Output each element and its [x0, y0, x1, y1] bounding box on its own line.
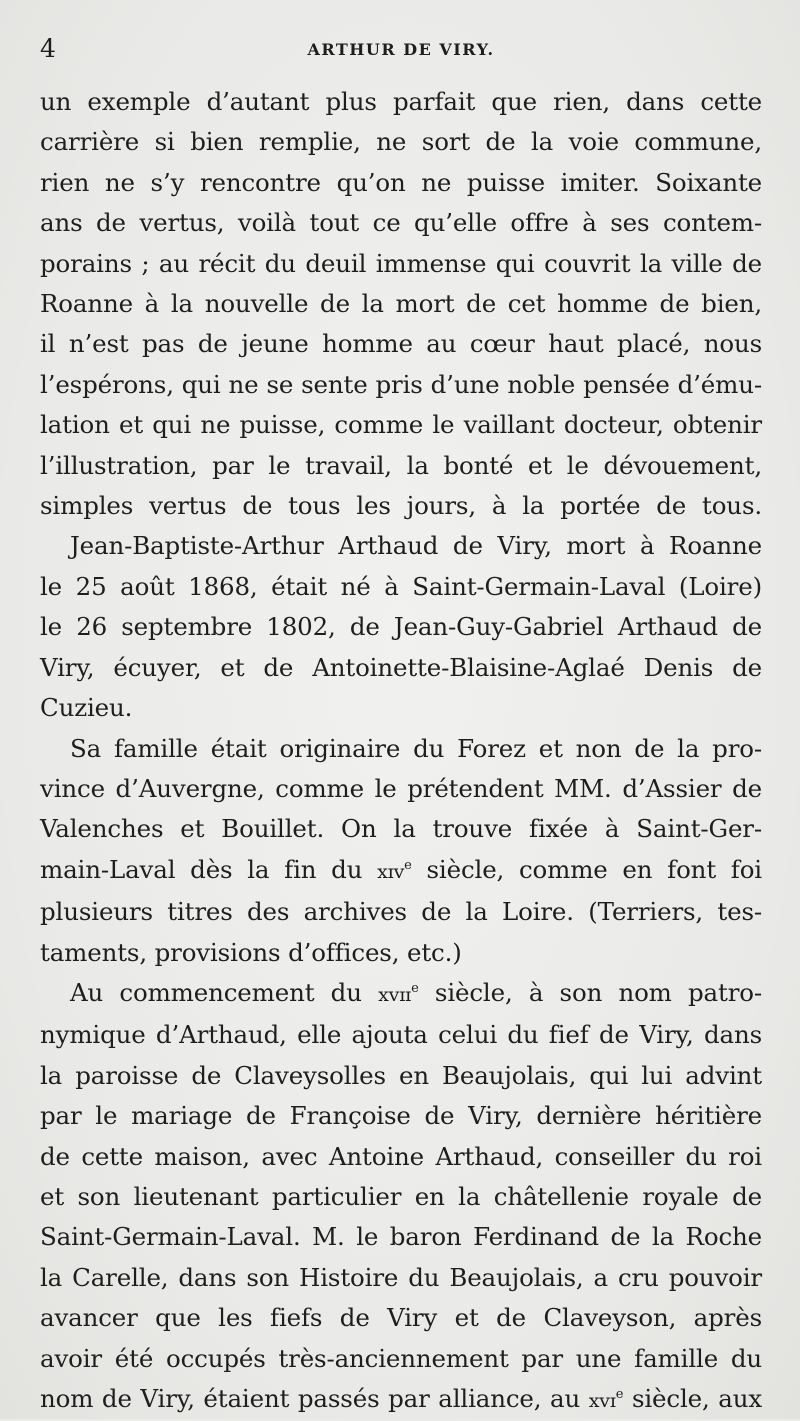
text-line: carrière si bien remplie, ne sort de la voie commune,: [40, 127, 762, 157]
paragraph-3: [40, 729, 762, 973]
text-line: il n’est pas de jeune homme au cœur haut placé, nous: [40, 329, 762, 359]
text-line: avancer que les fiefs de Viry et de Claveyson, après: [40, 1303, 762, 1333]
century-superscript: e: [615, 1387, 624, 1402]
text-line: porains ; au récit du deuil immense qui couvrit la ville de: [40, 248, 762, 278]
text-line: la paroisse de Claveysolles en Beaujolais, qui lui advint: [40, 1060, 762, 1090]
text-line: Roanne à la nouvelle de la mort de cet homme de bien,: [40, 289, 762, 319]
text-line: Valenches et Bouillet. On la trouve fixée à Saint-Ger-: [40, 814, 762, 844]
text-line: nom de Viry, étaient passés par alliance, au xᴠɪ$^e$ siècle, aux: [40, 1384, 763, 1413]
text-line: Saint-Germain-Laval. M. le baron Ferdinand de la Roche: [40, 1222, 762, 1252]
text-line: l’espérons, qui ne se sente pris d’une noble pensée d’ému-: [40, 369, 762, 399]
text-line: main-Laval dès la fin du xɪᴠ$^e$ siècle, comme en font foi: [40, 854, 762, 884]
text-line: ans de vertus, voilà tout ce qu’elle offre à ses contem-: [40, 208, 762, 238]
text-line: plusieurs titres des archives de la Loire. (Terriers, tes-: [40, 897, 762, 927]
text-line: la Carelle, dans son Histoire du Beaujolais, a cru pouvoir: [40, 1262, 762, 1292]
text-line: rien ne s’y rencontre qu’on ne puisse imiter. Soixante: [40, 167, 762, 197]
text-line: le 26 septembre 1802, de Jean-Guy-Gabriel Arthaud de: [40, 612, 762, 642]
paragraph-4: [40, 973, 762, 1421]
text-line: un exemple d’autant plus parfait que rien, dans cette: [40, 87, 762, 116]
text-line: avoir été occupés très-anciennement par une famille du: [40, 1343, 762, 1373]
century-superscript: e: [411, 980, 419, 996]
text-line: simples vertus de tous les jours, à la portée de tous.: [40, 491, 762, 521]
text-line: Viry, écuyer, et de Antoinette-Blaisine-Aglaé Denis de: [40, 652, 762, 682]
text-line: vince d’Auvergne, comme le prétendent MM. d’Assier de: [40, 773, 762, 803]
paragraph-1: [40, 82, 762, 526]
text-line: et son lieutenant particulier en la châtellenie royale de: [40, 1181, 762, 1211]
running-head: [40, 32, 762, 72]
text-line: de cette maison, avec Antoine Arthaud, conseiller du roi: [40, 1141, 762, 1171]
text-line: Sa famille était originaire du Forez et non de la pro-: [70, 733, 762, 763]
century-numeral: xᴠɪɪ: [378, 983, 412, 1006]
century-numeral: xᴠɪ: [588, 1390, 616, 1412]
century-numeral: xɪᴠ: [377, 860, 405, 883]
page-number: 4: [40, 34, 56, 63]
text-line: le 25 août 1868, était né à Saint-Germain-Laval (Loire): [40, 571, 762, 601]
text-line: l’illustration, par le travail, la bonté et le dévouement,: [40, 450, 762, 480]
body-text: [40, 82, 762, 1421]
century-superscript: e: [404, 857, 412, 873]
text-line: par le mariage de Françoise de Viry, dernière héritière: [40, 1101, 762, 1131]
text-line: taments, provisions d’offices, etc.): [40, 937, 462, 967]
running-title: ARTHUR DE VIRY.: [307, 40, 495, 59]
text-line: lation et qui ne puisse, comme le vaillant docteur, obtenir: [40, 410, 762, 440]
paragraph-2: [40, 526, 762, 728]
text-line: Au commencement du xᴠɪɪ$^e$ siècle, à son nom patro-: [70, 977, 762, 1007]
text-line: Cuzieu.: [40, 693, 133, 723]
text-line: Jean-Baptiste-Arthur Arthaud de Viry, mort à Roanne: [70, 531, 762, 561]
text-line: nymique d’Arthaud, elle ajouta celui du fief de Viry, dans: [40, 1020, 762, 1050]
